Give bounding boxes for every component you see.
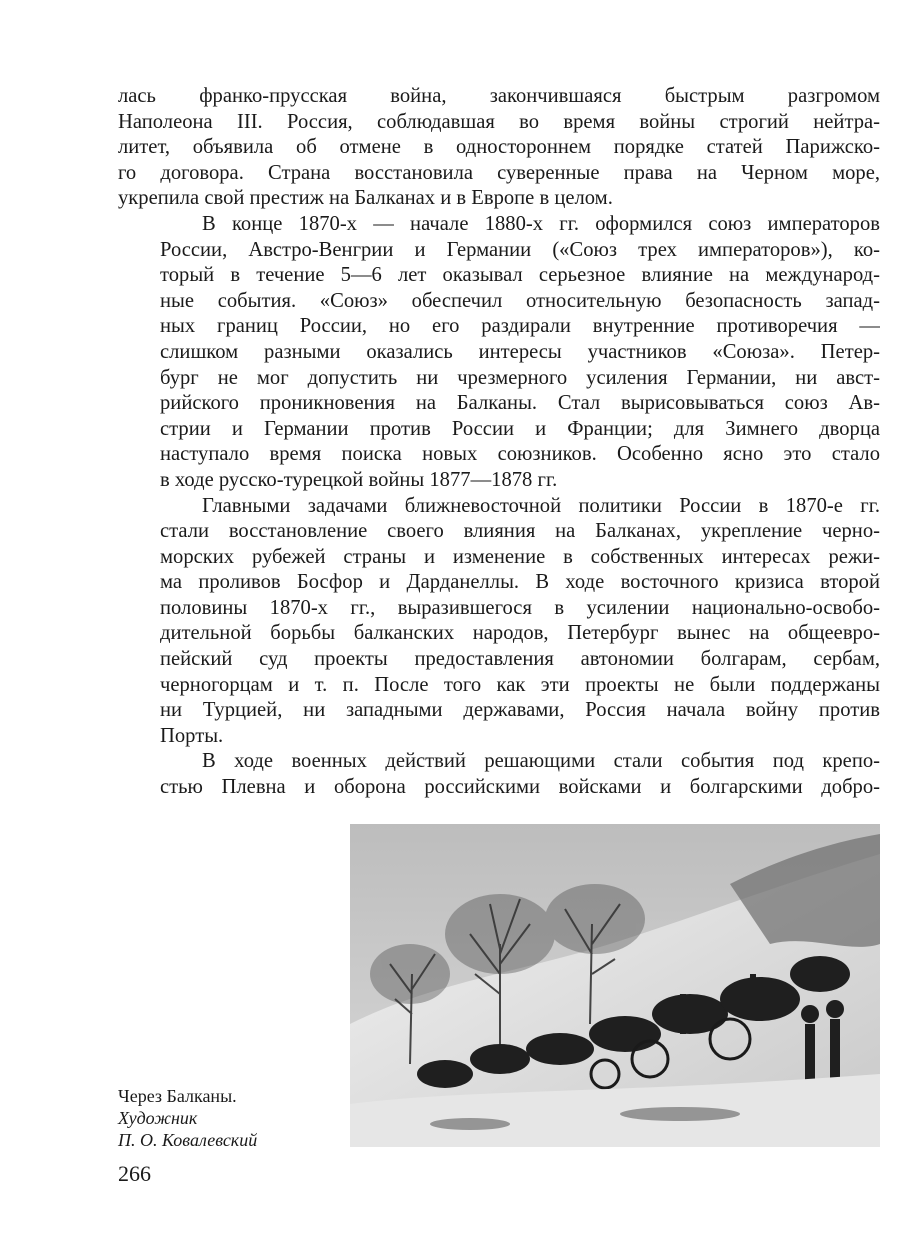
text-line: укрепила свой престиж на Балканах и в Европе в целом. (118, 187, 613, 210)
painting-illustration (350, 824, 880, 1147)
text-line: стрии и Германии против России и Франции; для Зимнего дворца (160, 417, 880, 440)
text-line: го договора. Страна восстановила суверенные права на Черном море, (118, 161, 880, 184)
text-line: стью Плевна и оборона российскими войсками и болгарскими добро- (160, 776, 880, 799)
body-text (118, 84, 880, 801)
text-line: Порты. (160, 724, 224, 747)
page-number: 266 (118, 1161, 151, 1186)
text-line: В ходе военных действий решающими стали события под крепо- (202, 750, 880, 773)
text-line: черногорцам и т. п. После того как эти проекты не были поддержаны (160, 673, 880, 696)
text-line: бург не мог допустить ни чрезмерного усиления Германии, ни авст- (160, 366, 880, 389)
text-line: Главными задачами ближневосточной политики России в 1870-е гг. (202, 494, 880, 517)
text-line: половины 1870-х гг., выразившегося в усилении национально-освобо- (160, 596, 880, 619)
text-line: стали восстановление своего влияния на Балканах, укрепление черно- (160, 520, 880, 543)
text-line: в ходе русско-турецкой войны 1877—1878 гг. (160, 468, 558, 491)
text-line: лась франко-прусская война, закончившаяся быстрым разгромом (118, 85, 880, 107)
text-line: дительной борьбы балканских народов, Петербург вынес на общеевро- (160, 622, 880, 645)
text-line: ма проливов Босфор и Дарданеллы. В ходе восточного кризиса второй (160, 571, 880, 594)
paragraph-4 (118, 749, 880, 800)
text-line: морских рубежей страны и изменение в собственных интересах режи- (160, 545, 880, 568)
text-line: ных границ России, но его раздирали внутренние противоречия — (160, 315, 880, 338)
paragraph-3 (118, 494, 880, 750)
text-line: рийского проникновения на Балканы. Стал вырисовываться союз Ав- (160, 392, 880, 415)
painting-image (350, 824, 880, 1147)
paragraph-1 (118, 84, 880, 212)
paragraph-2 (118, 212, 880, 494)
caption-artist-name: П. О. Ковалевский (118, 1130, 258, 1150)
caption-title: Через Балканы. (118, 1086, 237, 1106)
text-line: торый в течение 5—6 лет оказывал серьезное влияние на международ- (160, 264, 880, 287)
caption-artist-label: Художник (118, 1108, 198, 1128)
text-line: пейский суд проекты предоставления автономии болгарам, сербам, (160, 648, 880, 671)
text-line: литет, объявила об отмене в одностороннем порядке статей Парижско- (118, 136, 880, 159)
text-line: наступало время поиска новых союзников. Особенно ясно это стало (160, 443, 880, 466)
text-line: слишком разными оказались интересы участников «Союза». Петер- (160, 340, 880, 363)
figure-caption (118, 1085, 338, 1151)
text-line: В конце 1870-х — начале 1880-х гг. оформился союз императоров (202, 212, 880, 235)
text-line: Наполеона III. Россия, соблюдавшая во время войны строгий нейтра- (118, 110, 880, 133)
text-line: России, Австро-Венгрии и Германии («Союз трех императоров»), ко- (160, 238, 880, 261)
text-line: ни Турцией, ни западными державами, Россия начала войну против (160, 699, 880, 722)
text-line: ные события. «Союз» обеспечил относительную безопасность запад- (160, 289, 880, 312)
